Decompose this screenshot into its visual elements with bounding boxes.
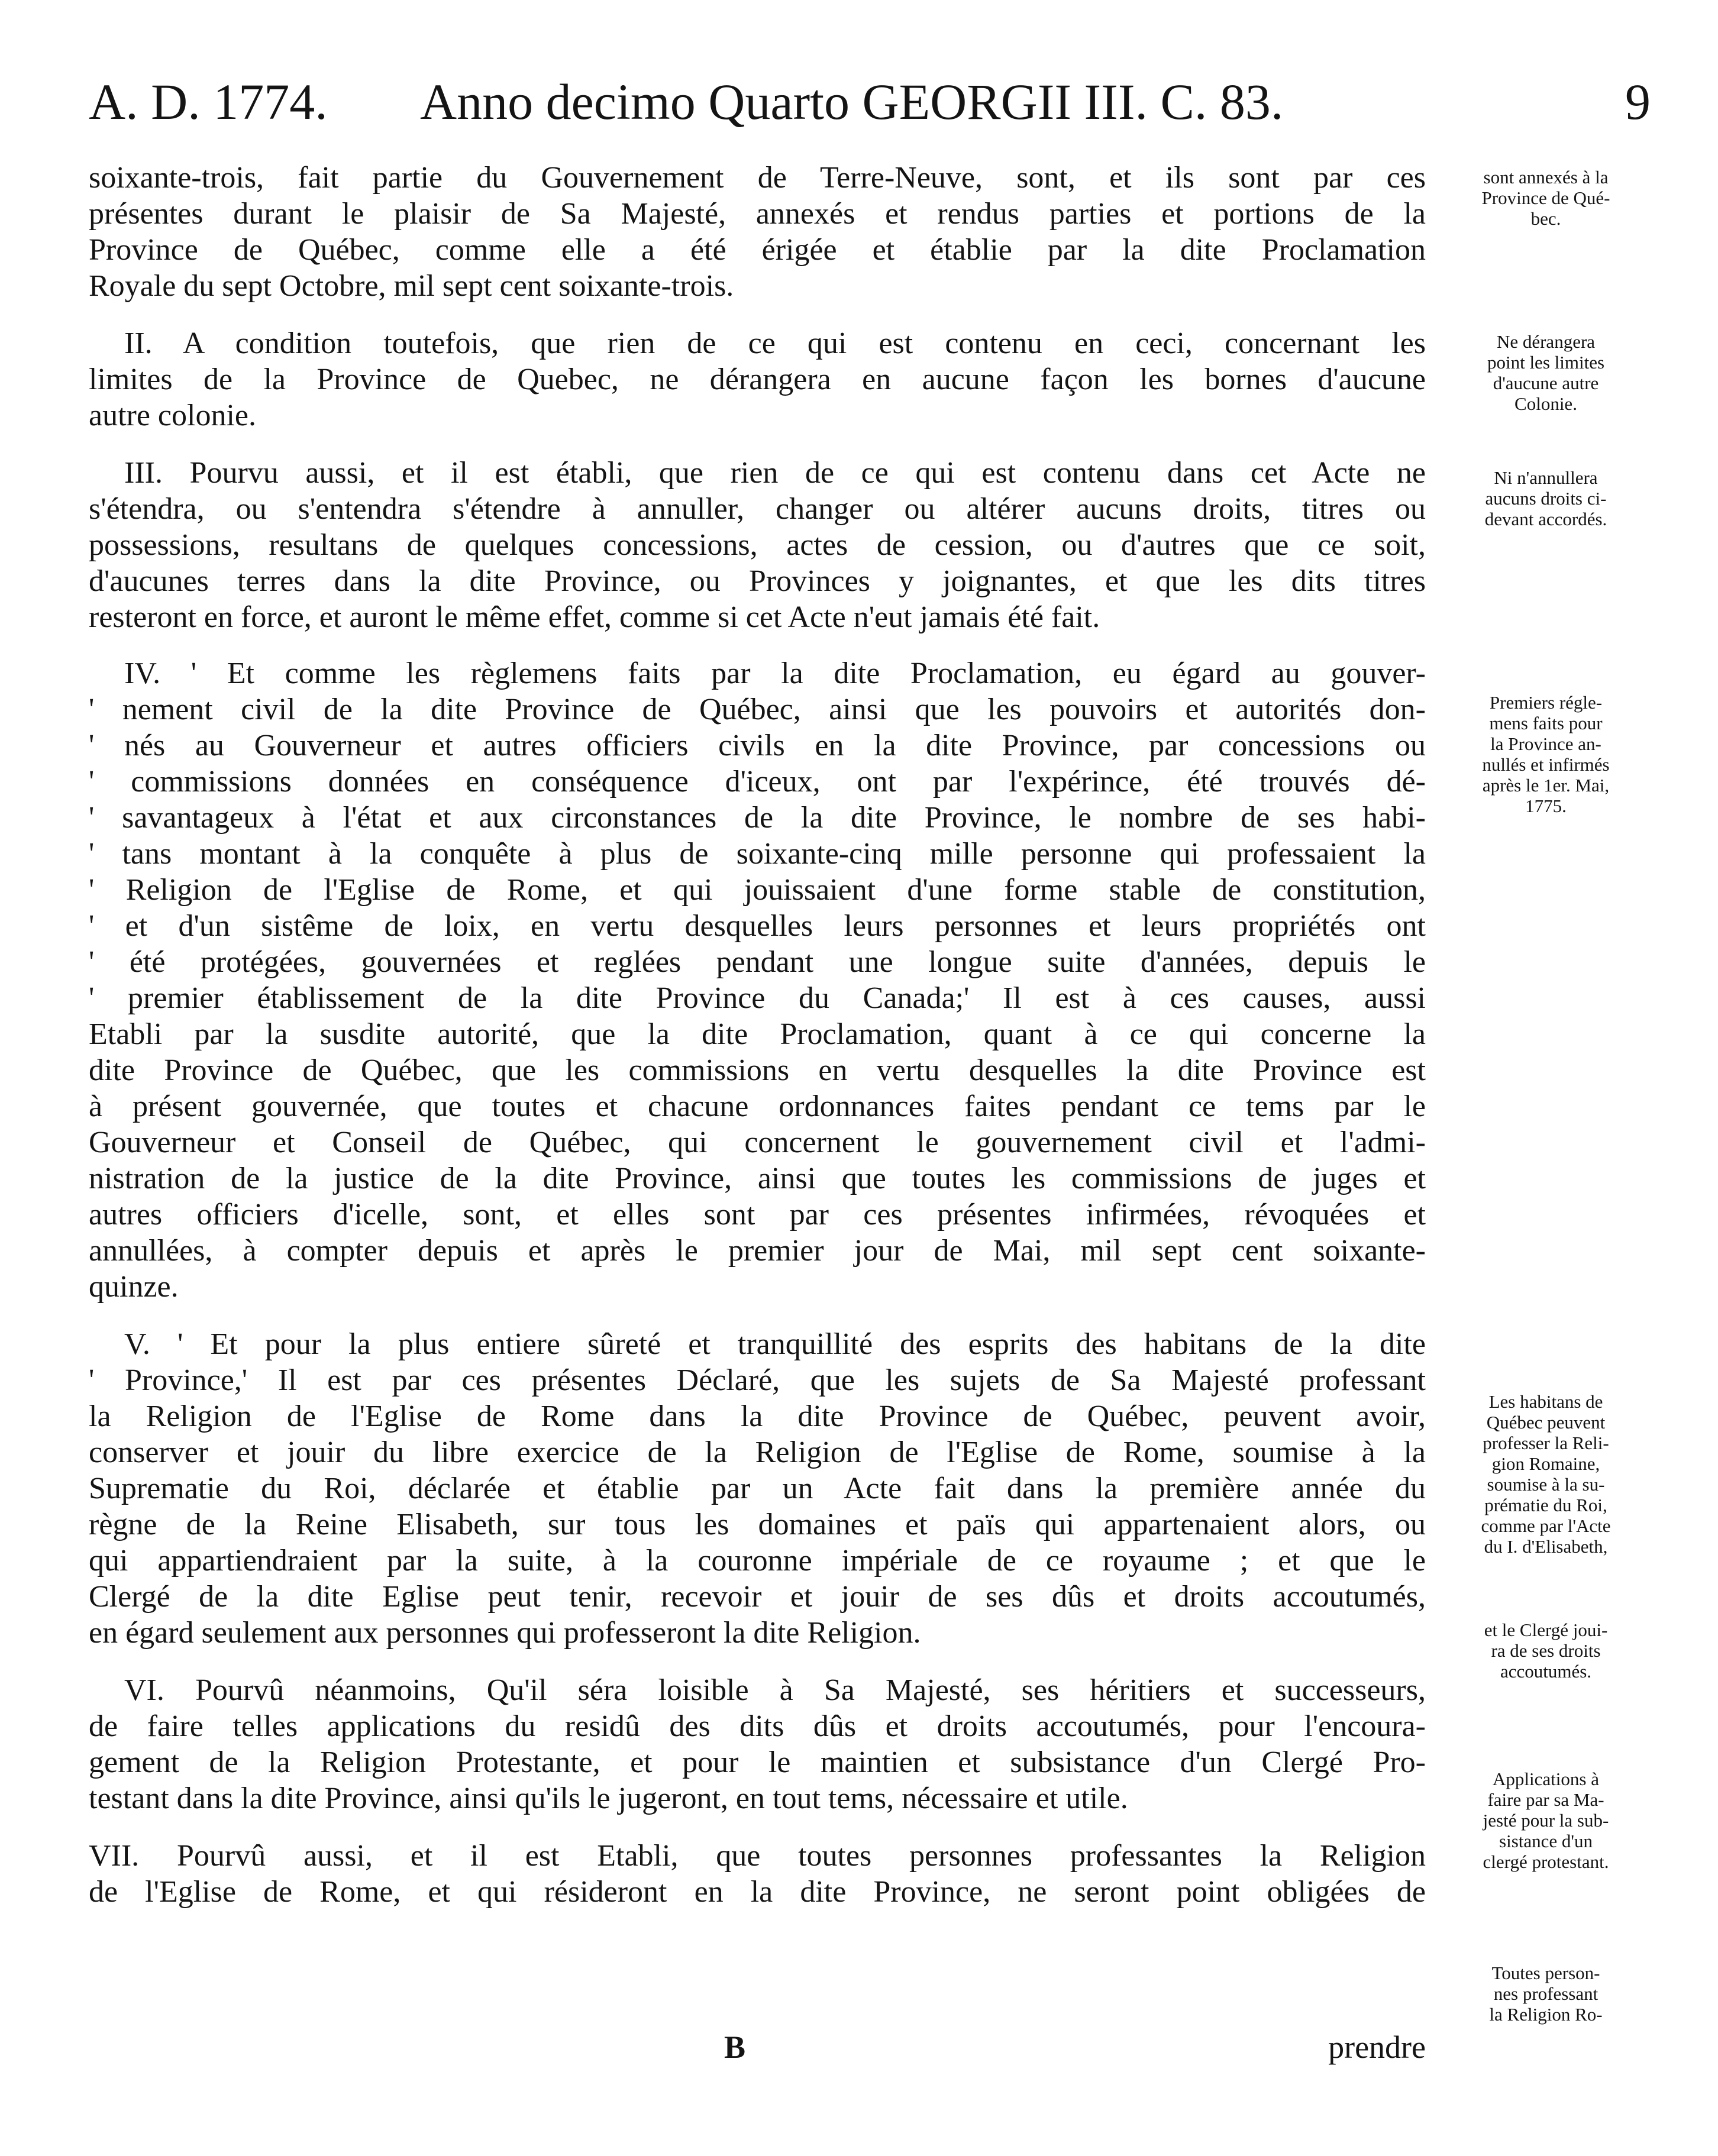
header-year: A. D. 1774. [89,73,328,130]
margin-note-line: Applications à [1493,1769,1599,1789]
margin-note-line: aucuns droits ci- [1485,488,1607,509]
text-line: de l'Eglise de Rome, et qui résideront en la dite Province, ne seront point obligées de [89,1875,1426,1909]
page-header [89,66,1651,137]
text-line: Gouverneur et Conseil de Québec, qui concernent le gouvernement civil et l'admi- [89,1126,1426,1159]
margin-note-line: Ni n'annullera [1494,467,1598,488]
margin-note-n5 [1448,1391,1643,1557]
text-line: limites de la Province de Quebec, ne dérangera en aucune façon les bornes d'aucune [89,363,1426,396]
text-line: quinze. [89,1270,179,1304]
margin-note-line: Québec peuvent [1486,1412,1606,1433]
margin-note-line: faire par sa Ma- [1487,1789,1604,1810]
margin-note-line: Colonie. [1514,393,1577,414]
text-line: règne de la Reine Elisabeth, sur tous les domaines et païs qui appartenaient alors, ou [89,1508,1426,1541]
margin-note-line: Ne dérangera [1496,331,1596,352]
text-line: IV. ' Et comme les règlemens faits par la dite Proclamation, eu égard au gouver- [124,657,1426,690]
margin-note-n7 [1448,1769,1643,1872]
text-line: Province de Québec, comme elle a été érigée et établie par la dite Proclamation [89,233,1426,267]
text-line: ' et d'un sistême de loix, en vertu desquelles leurs personnes et leurs propriétés ont [89,909,1426,943]
text-line: ' nement civil de la dite Province de Québec, ainsi que les pouvoirs et autorités don- [89,693,1426,726]
text-line: ' été protégées, gouvernées et reglées pendant une longue suite d'années, depuis le [89,945,1426,979]
margin-note-n8 [1448,1963,1643,2025]
margin-note-line: la Province an- [1490,733,1601,754]
text-line: nistration de la justice de la dite Province, ainsi que toutes les commissions de juges et [89,1162,1426,1195]
text-line: ' premier établissement de la dite Province du Canada;' Il est à ces causes, aussi [89,981,1426,1015]
text-line: Suprematie du Roi, déclarée et établie par un Acte fait dans la première année du [89,1472,1426,1505]
margin-note-line: du I. d'Elisabeth, [1484,1536,1608,1557]
margin-note-line: jesté pour la sub- [1483,1810,1609,1831]
text-line: VI. Pourvû néanmoins, Qu'il séra loisible à Sa Majesté, ses héritiers et successeurs, [124,1673,1426,1707]
text-line: ' savantageux à l'état et aux circonstances de la dite Province, le nombre de ses habi- [89,801,1426,835]
margin-note-line: accoutumés. [1500,1661,1592,1682]
text-line: ' nés au Gouverneur et autres officiers civils en la dite Province, par concessions ou [89,729,1426,762]
text-line: autre colonie. [89,399,256,432]
margin-note-line: nullés et infirmés [1482,754,1610,775]
text-line: resteront en force, et auront le même effet, comme si cet Acte n'eut jamais été fait. [89,600,1100,634]
text-line: soixante-trois, fait partie du Gouvernement de Terre-Neuve, sont, et ils sont par ces [89,161,1426,195]
margin-note-line: et le Clergé joui- [1484,1620,1608,1640]
margin-note-line: Toutes person- [1491,1963,1600,1983]
paragraph-p6 [89,1672,1426,1816]
margin-note-line: la Religion Ro- [1489,2004,1603,2025]
text-line: ' commissions données en conséquence d'iceux, ont par l'expérince, été trouvés dé- [89,765,1426,799]
margin-note-line: 1775. [1525,796,1567,816]
text-line: VII. Pourvû aussi, et il est Etabli, que toutes personnes professantes la Religion [89,1839,1426,1873]
signature-mark: B [724,2029,746,2065]
text-line: ' tans montant à la conquête à plus de soixante-cinq mille personne qui professaient la [89,837,1426,871]
margin-note-line: d'aucune autre [1493,373,1599,393]
margin-note-n1 [1448,167,1643,229]
header-title: Anno decimo Quarto GEORGII III. C. 83. [420,73,1284,130]
margin-note-line: clergé protestant. [1483,1851,1609,1872]
catchword: prendre [1328,2029,1426,2065]
margin-note-line: gion Romaine, [1491,1453,1600,1474]
margin-note-n6 [1448,1620,1643,1682]
text-line: d'aucunes terres dans la dite Province, ou Provinces y joignantes, et que les dits titres [89,564,1426,598]
text-line: conserver et jouir du libre exercice de la Religion de l'Eglise de Rome, soumise à la [89,1436,1426,1469]
margin-note-line: mens faits pour [1489,713,1603,733]
text-line: la Religion de l'Eglise de Rome dans la dite Province de Québec, peuvent avoir, [89,1399,1426,1433]
margin-note-line: sont annexés à la [1483,167,1609,188]
text-line: ' Religion de l'Eglise de Rome, et qui jouissaient d'une forme stable de constitution, [89,873,1426,907]
text-line: présentes durant le plaisir de Sa Majesté, annexés et rendus parties et portions de la [89,197,1426,231]
margin-note-line: prématie du Roi, [1484,1495,1607,1515]
paragraph-p4 [89,655,1426,1305]
margin-note-line: ra de ses droits [1491,1640,1601,1661]
paragraph-p3 [89,455,1426,635]
text-line: Royale du sept Octobre, mil sept cent soixante-trois. [89,269,734,303]
text-line: en égard seulement aux personnes qui professeront la dite Religion. [89,1616,921,1650]
text-line: à présent gouvernée, que toutes et chacune ordonnances faites pendant ce tems par le [89,1090,1426,1123]
margin-note-line: devant accordés. [1484,509,1607,529]
text-line: dite Province de Québec, que les commissions en vertu desquelles la dite Province est [89,1053,1426,1087]
text-line: Etabli par la susdite autorité, que la dite Proclamation, quant à ce qui concerne la [89,1017,1426,1051]
text-line: III. Pourvu aussi, et il est établi, que rien de ce qui est contenu dans cet Acte ne [124,456,1426,490]
margin-note-n2 [1448,331,1643,414]
paragraph-p1 [89,160,1426,304]
margin-note-line: Les habitans de [1488,1391,1603,1412]
text-line: Clergé de la dite Eglise peut tenir, recevoir et jouir de ses dûs et droits accoutumés, [89,1580,1426,1614]
text-line: s'étendra, ou s'entendra s'étendre à annuller, changer ou altérer aucuns droits, titres ou [89,492,1426,526]
text-line: de faire telles applications du residû des dits dûs et droits accoutumés, pour l'encoura- [89,1709,1426,1743]
text-line: testant dans la dite Province, ainsi qu'ils le jugeront, en tout tems, nécessaire et utile. [89,1782,1128,1815]
margin-note-line: Premiers régle- [1489,692,1603,713]
margin-note-line: professer la Reli- [1483,1433,1609,1453]
margin-note-n4 [1448,692,1643,816]
text-line: ' Province,' Il est par ces présentes Déclaré, que les sujets de Sa Majesté professant [89,1363,1426,1397]
text-line: gement de la Religion Protestante, et pour le maintien et subsistance d'un Clergé Pro- [89,1746,1426,1779]
page-number: 9 [1625,73,1651,130]
text-line: annullées, à compter depuis et après le premier jour de Mai, mil sept cent soixante- [89,1234,1426,1268]
text-line: V. ' Et pour la plus entiere sûreté et tranquillité des esprits des habitans de la dite [124,1327,1426,1361]
text-line: II. A condition toutefois, que rien de ce qui est contenu en ceci, concernant les [124,327,1426,360]
margin-note-line: sistance d'un [1499,1831,1593,1851]
paragraph-p5 [89,1326,1426,1651]
margin-note-line: soumise à la su- [1487,1474,1605,1495]
margin-note-line: point les limites [1487,352,1605,373]
margin-note-line: comme par l'Acte [1481,1515,1611,1536]
margin-note-line: après le 1er. Mai, [1482,775,1610,796]
main-text-column [89,160,1426,1910]
margin-note-line: Province de Qué- [1481,188,1610,208]
margin-note-line: bec. [1530,208,1561,229]
margin-note-n3 [1448,467,1643,529]
text-line: autres officiers d'icelle, sont, et elles sont par ces présentes infirmées, révoquées et [89,1198,1426,1231]
text-line: possessions, resultans de quelques concessions, actes de cession, ou d'autres que ce soit, [89,528,1426,562]
paragraph-p7 [89,1838,1426,1910]
margin-note-line: nes professant [1493,1983,1598,2004]
text-line: qui appartiendraient par la suite, à la couronne impériale de ce royaume ; et que le [89,1544,1426,1578]
paragraph-p2 [89,325,1426,434]
